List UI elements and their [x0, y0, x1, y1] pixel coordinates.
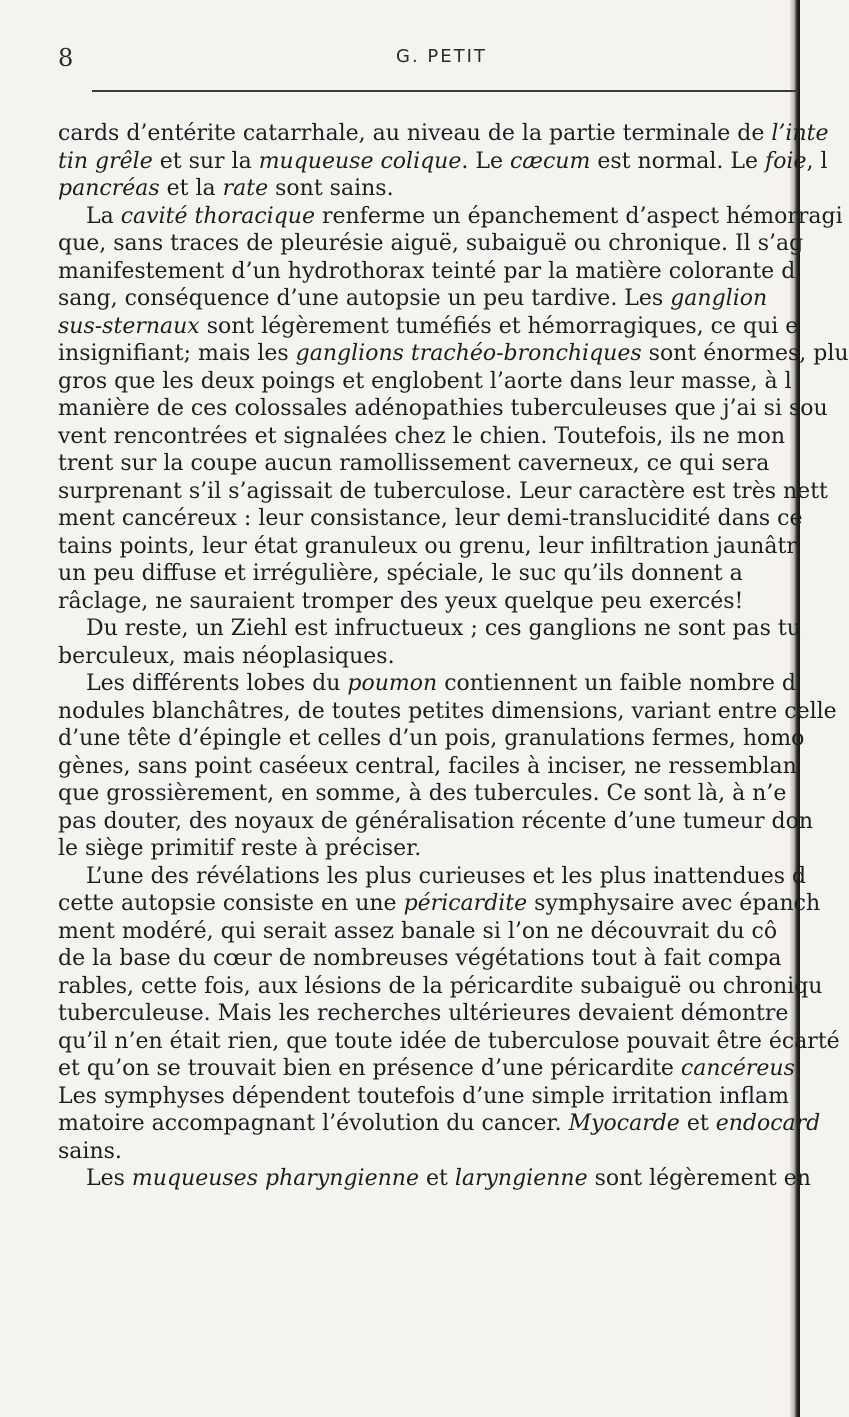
paragraph [58, 120, 829, 203]
text-line [58, 285, 800, 313]
text-line [58, 1055, 800, 1083]
text-line [58, 340, 849, 368]
text-run: berculeux, mais néoplasiques. [58, 643, 395, 669]
italic-term: sus-sternaux [58, 313, 200, 339]
text-line [58, 230, 804, 258]
text-run: Les symphyses dépendent toutefois d’une simple irritation inflam [58, 1083, 790, 1109]
text-run: manière de ces colossales adénopathies tuberculeuses que j’ai si sou [58, 396, 828, 421]
text-line [58, 368, 800, 396]
text-run: surprenant s’il s’agissait de tuberculose. Leur caractère est très nett [58, 478, 828, 504]
text-line [58, 670, 800, 698]
text-run: . Le [461, 148, 510, 174]
text-line [58, 533, 800, 561]
italic-term: rate [222, 176, 269, 201]
text-run: Les différents lobes du [86, 671, 348, 696]
text-line [58, 615, 800, 643]
text-line [58, 808, 814, 836]
text-line [58, 643, 800, 671]
paragraph [58, 615, 800, 670]
text-run: insignifiant; mais les [58, 341, 296, 366]
italic-term: endocard [715, 1111, 821, 1136]
text-line [58, 423, 800, 451]
text-run: râclage, ne sauraient tromper des yeux quelque peu exercés! [58, 588, 744, 614]
text-run: qu’il n’en était rien, que toute idée de tuberculose pouvait être écarté [58, 1028, 840, 1054]
text-line [58, 1138, 800, 1166]
italic-term: cancéreus [680, 1056, 795, 1081]
text-run: vent rencontrées et signalées chez le chien. Toutefois, ils ne mon [58, 423, 786, 449]
text-run: sains. [58, 1138, 122, 1164]
text-run: manifestement d’un hydrothorax teinté par la matière colorante d [58, 258, 796, 284]
text-line [58, 478, 828, 506]
italic-term: poumon [347, 671, 438, 696]
text-run: est normal. Le [590, 148, 766, 174]
text-line [58, 725, 805, 753]
text-run: symphysaire avec épanch [527, 891, 821, 916]
text-line [58, 1000, 800, 1028]
text-run: un peu diffuse et irrégulière, spéciale, le suc qu’ils donnent a [58, 561, 743, 586]
page-header [58, 44, 788, 84]
text-run: et qu’on se trouvait bien en présence d’une péricardite [58, 1056, 681, 1081]
text-run: contiennent un faible nombre d [437, 671, 796, 696]
text-run: tains points, leur état granuleux ou grenu, leur infiltration jaunâtr [58, 533, 797, 559]
text-run: ment modéré, qui serait assez banale si l’on ne découvrait du cô [58, 918, 778, 944]
text-line [58, 588, 800, 616]
text-run: sont légèrement tuméfiés et hémorragiques, ce qui e [199, 313, 799, 339]
italic-term: péricardite [403, 891, 528, 916]
text-run: sont légèrement en [587, 1166, 811, 1191]
italic-term: ganglion [670, 286, 768, 311]
text-line [58, 780, 800, 808]
text-run: matoire accompagnant l’évolution du cancer. [58, 1111, 569, 1136]
text-line [58, 753, 800, 781]
text-run: trent sur la coupe aucun ramollissement caverneux, ce qui sera [58, 451, 770, 476]
text-line [58, 945, 800, 973]
text-run: cette autopsie consiste en une [58, 891, 404, 916]
italic-term: cavité thoracique [120, 203, 315, 229]
text-line [58, 1028, 840, 1056]
italic-term: Myocarde [568, 1111, 680, 1136]
text-run: tuberculeuse. Mais les recherches ultérieures devaient démontre [58, 1001, 789, 1026]
text-run: Les [86, 1166, 132, 1191]
italic-term: cæcum [509, 148, 591, 174]
italic-term: foie [765, 148, 807, 174]
text-run: sont sains. [268, 176, 394, 201]
text-line [58, 1165, 811, 1193]
text-run: de la base du cœur de nombreuses végétations tout à fait compa [58, 946, 782, 971]
text-run: rables, cette fois, aux lésions de la péricardite subaiguë ou chroniqu [58, 973, 823, 999]
text-line [58, 698, 837, 726]
text-line [58, 1110, 821, 1138]
italic-term: muqueuses pharyngienne [131, 1166, 419, 1191]
italic-term: tin grêle [58, 148, 153, 174]
text-run: , l [806, 148, 828, 174]
text-run: et la [159, 176, 223, 201]
text-run: nodules blanchâtres, de toutes petites dimensions, variant entre celle [58, 698, 837, 724]
text-run: et [679, 1111, 716, 1136]
text-run: pas douter, des noyaux de généralisation récente d’une tumeur don [58, 808, 814, 834]
paragraph [58, 1165, 811, 1193]
body-text [58, 120, 849, 1193]
paragraph [58, 203, 849, 616]
text-run: gènes, sans point caséeux central, faciles à inciser, ne ressemblan [58, 753, 797, 779]
text-run: que grossièrement, en somme, à des tubercules. Ce sont là, à n’e [58, 781, 787, 806]
text-line [58, 918, 800, 946]
italic-term: laryngienne [454, 1166, 588, 1191]
paragraph [58, 863, 840, 1166]
text-run: et sur la [152, 148, 259, 174]
text-line [58, 450, 800, 478]
text-line [58, 560, 800, 588]
text-run: La [86, 203, 121, 229]
italic-term: l’inte [771, 121, 829, 146]
text-line [58, 890, 821, 918]
text-line [58, 120, 829, 148]
text-line [58, 258, 800, 286]
italic-term: pancréas [58, 176, 160, 201]
text-run: le siège primitif reste à préciser. [58, 836, 422, 861]
text-line [58, 203, 843, 231]
text-line [58, 395, 828, 423]
italic-term: ganglions trachéo-bronchiques [295, 341, 642, 366]
text-line [58, 973, 823, 1001]
header-rule [92, 90, 798, 92]
text-run: ment cancéreux : leur consistance, leur demi-translucidité dans ce [58, 506, 803, 531]
text-run: d’une tête d’épingle et celles d’un pois, granulations fermes, homo [58, 726, 805, 751]
paragraph [58, 670, 837, 863]
italic-term: muqueuse colique [258, 148, 462, 174]
text-run: gros que les deux poings et englobent l’aorte dans leur masse, à l [58, 368, 792, 394]
text-line [58, 835, 800, 863]
text-line [58, 175, 800, 203]
text-line [58, 148, 828, 176]
text-line [58, 313, 800, 341]
running-head: G. PETIT [396, 46, 487, 67]
text-run: cards d’entérite catarrhale, au niveau de la partie terminale de [58, 121, 772, 146]
text-line [58, 505, 803, 533]
text-run: L’une des révélations les plus curieuses et les plus inattendues d [86, 863, 807, 889]
text-run: Du reste, un Ziehl est infructueux ; ces ganglions ne sont pas tu [86, 616, 801, 641]
text-line [58, 1083, 800, 1111]
text-run: renferme un épanchement d’aspect hémorragi [315, 203, 843, 229]
text-run: sang, conséquence d’une autopsie un peu tardive. Les [58, 286, 671, 311]
text-run: que, sans traces de pleurésie aiguë, subaiguë ou chronique. Il s’ag [58, 231, 804, 256]
text-line [58, 863, 807, 891]
text-run: et [418, 1166, 455, 1191]
page-number: 8 [58, 44, 74, 72]
text-run: sont énormes, plu [641, 341, 849, 366]
